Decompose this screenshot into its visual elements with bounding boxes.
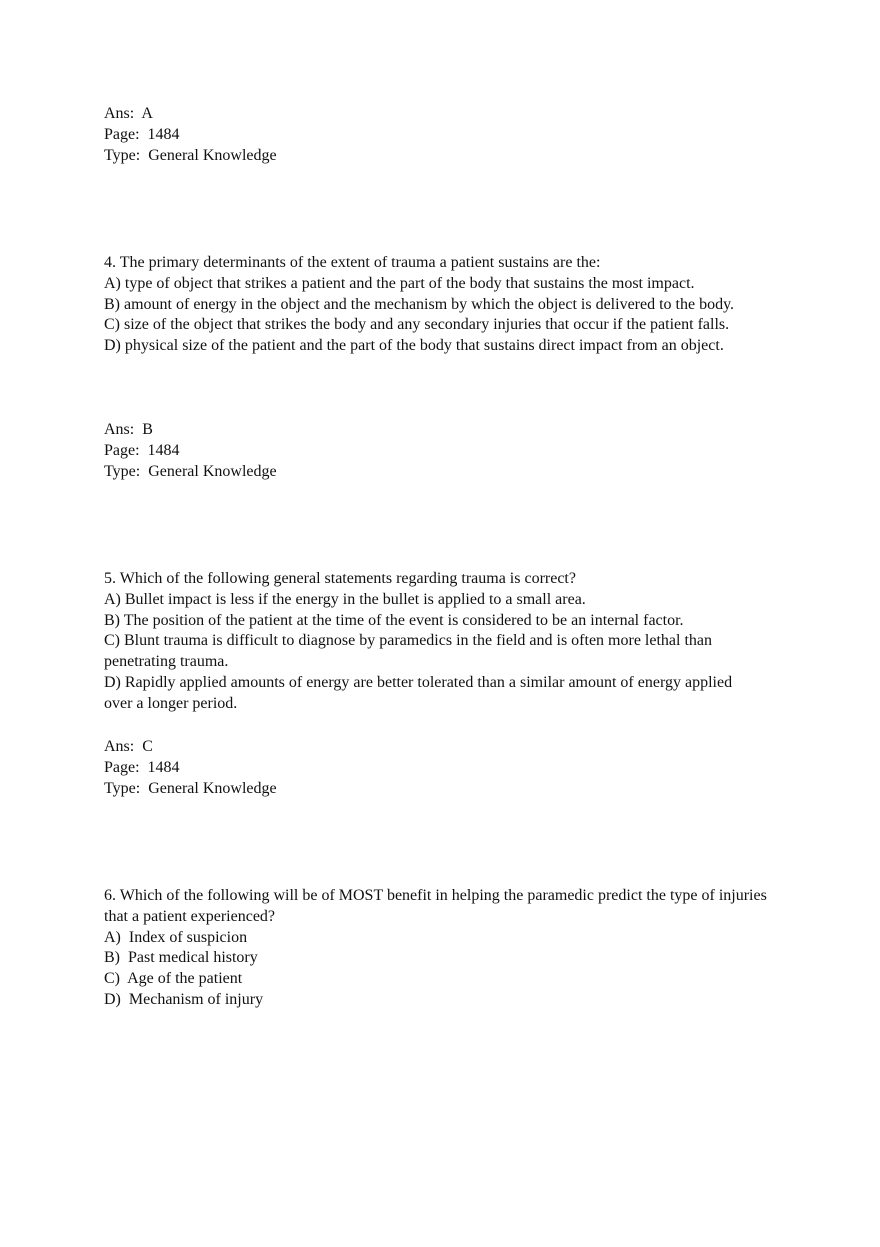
- type-line: Type: General Knowledge: [104, 146, 277, 164]
- option-d: D) Mechanism of injury: [104, 990, 264, 1008]
- option-c: C) size of the object that strikes the body and any secondary injuries that occur if the patient falls.: [104, 316, 730, 334]
- question-stem: 4. The primary determinants of the extent of trauma a patient sustains are the:: [104, 254, 601, 271]
- answer-block-q4: [104, 420, 794, 482]
- answer-line: Ans: A: [104, 105, 153, 122]
- question-6: [104, 886, 784, 1011]
- option-d: D) Rapidly applied amounts of energy are better tolerated than a similar amount of energy applied over a longer period.: [104, 673, 733, 712]
- option-c: C) Blunt trauma is difficult to diagnose by paramedics in the field and is often more lethal than penetrating trauma.: [104, 632, 712, 671]
- option-a: A) Bullet impact is less if the energy in the bullet is applied to a small area.: [104, 590, 586, 608]
- question-stem: 6. Which of the following will be of MOST benefit in helping the paramedic predict the type of injuries that a patient experienced?: [104, 887, 767, 925]
- answer-block-q3: [104, 104, 794, 166]
- type-line: Type: General Knowledge: [104, 462, 277, 480]
- option-b: B) amount of energy in the object and the mechanism by which the object is delivered to the body.: [104, 295, 735, 313]
- answer-block-q5: [104, 737, 794, 799]
- answer-line: Ans: C: [104, 738, 153, 755]
- page-line: Page: 1484: [104, 125, 180, 143]
- question-5: [104, 569, 784, 715]
- option-b: B) The position of the patient at the time of the event is considered to be an internal factor.: [104, 611, 684, 629]
- page-line: Page: 1484: [104, 758, 180, 776]
- option-a: A) Index of suspicion: [104, 928, 248, 946]
- option-d: D) physical size of the patient and the part of the body that sustains direct impact from an object.: [104, 337, 724, 355]
- page-line: Page: 1484: [104, 441, 180, 459]
- question-4: [104, 253, 784, 357]
- option-c: C) Age of the patient: [104, 970, 243, 988]
- question-stem: 5. Which of the following general statements regarding trauma is correct?: [104, 570, 576, 587]
- answer-line: Ans: B: [104, 421, 153, 438]
- option-b: B) Past medical history: [104, 949, 258, 967]
- type-line: Type: General Knowledge: [104, 779, 277, 797]
- option-a: A) type of object that strikes a patient and the part of the body that sustains the most impact.: [104, 274, 695, 292]
